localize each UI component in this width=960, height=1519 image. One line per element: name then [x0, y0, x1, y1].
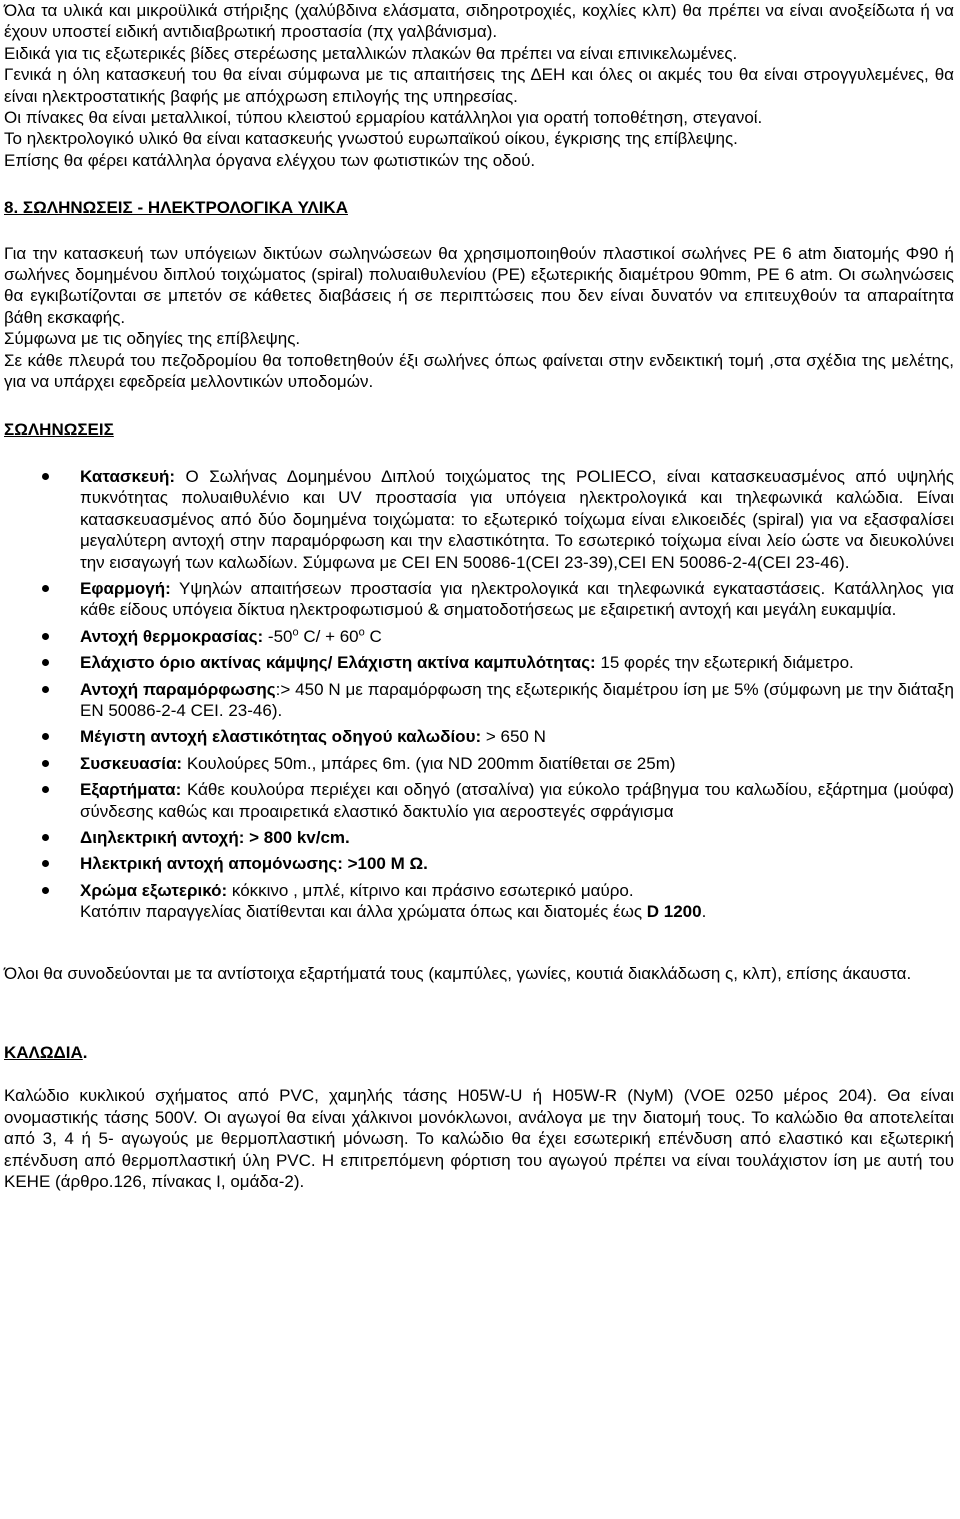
intro-paragraph: Ειδικά για τις εξωτερικές βίδες στερέωσης μεταλλικών πλακών θα πρέπει να είναι επινικελωμένες.: [4, 43, 738, 63]
spec-text: Κάθε κουλούρα περιέχει και οδηγό (ατσαλίνα) για εύκολο τράβηγμα του καλωδίου, εξάρτημα (μούφα) σύνδεσης καθώς και προαιρετικά ελαστικό δακτυλίο για αεροστεγές σφράγισμα: [80, 780, 954, 821]
intro-paragraph: Επίσης θα φέρει κατάλληλα όργανα ελέγχου των φωτιστικών της οδού.: [4, 150, 536, 170]
spec-insulation: [80, 853, 954, 874]
spec-text: Κατόπιν παραγγελίας διατίθενται και άλλα χρώματα όπως και διατομές έως: [80, 902, 647, 922]
spec-deformation: [80, 679, 954, 722]
pipes-spec-list: [4, 466, 954, 923]
spec-text: Κουλούρες 50m., μπάρες 6m. (για ND 200mm διατίθεται σε 25m): [182, 753, 676, 773]
spec-application: [80, 578, 954, 621]
intro-paragraph: Το ηλεκτρολογικό υλικό θα είναι κατασκευής γνωστού ευρωπαϊκού οίκου, έγκρισης της επίβλεψης.: [4, 129, 738, 149]
spec-text: κόκκινο , μπλέ, κίτρινο και πράσινο εσωτερικό μαύρο.: [227, 880, 634, 900]
spec-text: C: [364, 626, 382, 646]
cables-heading: ΚΑΛΩΔΙΑ: [4, 1043, 83, 1063]
intro-paragraph: Γενικά η όλη κατασκευή του θα είναι σύμφωνα με τις απαιτήσεις της ΔΕΗ και όλες οι ακμές του θα είναι στρογγυλεμένες, θα είναι ηλεκτροστατικής βαφής με απόχρωση επιλογής της υπηρεσίας.: [4, 65, 954, 106]
fittings-paragraph: Όλοι θα συνοδεύονται με τα αντίστοιχα εξαρτήματά τους (καμπύλες, γωνίες, κουτιά διακλάδωση ς, κλπ), επίσης άκαυστα.: [4, 963, 912, 983]
spec-label: Αντοχή θερμοκρασίας:: [80, 626, 264, 646]
spec-label: Ελάχιστο όριο ακτίνας κάμψης/ Ελάχιστη ακτίνα καμπυλότητας:: [80, 653, 596, 673]
spec-label: Ηλεκτρική αντοχή απομόνωσης: >100 M Ω.: [80, 854, 428, 874]
spec-text: :> 450 N με παραμόρφωση της εξωτερικής διαμέτρου ίση με 5% (σύμφωνη με την διάταξη EN 50086-2-4 CEI. 23-46).: [80, 679, 954, 720]
cables-heading-dot: .: [82, 1043, 88, 1063]
section-8-paragraph: Σύμφωνα με τις οδηγίες της επίβλεψης.: [4, 329, 301, 349]
intro-paragraph: Όλα τα υλικά και μικροϋλικά στήριξης (χαλύβδινα ελάσματα, σιδηροτροχιές, κοχλίες κλπ) θα πρέπει να είναι ανοξείδωτα ή να έχουν υποστεί ειδική αντιδιαβρωτική προστασία (πχ γαλβάνισμα).: [4, 1, 954, 42]
spec-text: 15 φορές την εξωτερική διάμετρο.: [595, 653, 854, 673]
spec-color: [80, 880, 954, 923]
spec-label: Κατασκευή:: [80, 466, 176, 486]
spec-text: Υψηλών απαιτήσεων προστασία για ηλεκτρολογικά και τηλεφωνικά εγκαταστάσεις. Κατάλληλος για κάθε είδους υπόγεια δίκτυα ηλεκτροφωτισμού & σηματοδοτήσεως με εξαιρετική αντοχή και μεγάλη ευκαμψία.: [80, 578, 954, 620]
spec-text-bold: D 1200: [646, 902, 702, 922]
spec-label: Χρώμα εξωτερικό:: [80, 880, 228, 900]
spec-bend-radius: [80, 652, 954, 673]
spec-pull-strength: [80, 726, 954, 747]
spec-text: > 650 N: [481, 727, 546, 747]
spec-label: Μέγιστη αντοχή ελαστικότητας οδηγού καλωδίου:: [80, 727, 482, 747]
spec-temperature: [80, 626, 954, 647]
spec-text: .: [701, 902, 707, 922]
cables-paragraph: Καλώδιο κυκλικού σχήματος από PVC, χαμηλής τάσης H05W-U ή H05W-R (NyM) (VOE 0250 μέρος 204). Θα είναι ονομαστικής τάσης 500V. Οι αγωγοί θα είναι χάλκινοι μονόκλωνοι, ανάλογα με την διατομή τους. Το καλώδιο θα αποτελείται από 3, 4 ή 5- αγωγούς με θερμοπλαστική μόνωση. Το καλώδιο θα έχει εσωτερική επένδυση από ελαστικό και εξωτερική επένδυση από θερμοπλαστική ύλη PVC. Η επιτρεπόμενη φόρτιση του αγωγού πρέπει να είναι τουλάχιστον ίση με αυτή του ΚΕΗΕ (άρθρο.126, πίνακας Ι, ομάδα-2).: [4, 1086, 954, 1192]
spec-label: Εφαρμογή:: [80, 578, 171, 598]
section-8-paragraph: Για την κατασκευή των υπόγειων δικτύων σωληνώσεων θα χρησιμοποιηθούν πλαστικοί σωλήνες PE 6 atm διατομής Φ90 ή σωλήνες δομημένου διπλού τοιχώματος (spiral) πολυαιθυλενίου (PE) εξωτερικής διαμέτρου 90mm, PE 6 atm. Οι σωληνώσεις θα εγκιβωτίζονται σε μπετόν σε κάθετες διαβάσεις ή σε περιπτώσεις που δεν είναι δυνατόν να επιτευχθούν τα απαραίτητα βάθη εκσκαφής.: [4, 243, 954, 327]
spec-packaging: [80, 753, 954, 774]
intro-block: [4, 0, 954, 171]
spec-text: C/ + 60: [298, 626, 359, 646]
spec-text: -50: [263, 626, 293, 646]
spec-accessories: [80, 779, 954, 822]
cables-heading-line: [4, 1042, 954, 1063]
spec-label: Συσκευασία:: [80, 753, 183, 773]
spec-dielectric: [80, 827, 954, 848]
spec-label: Διηλεκτρική αντοχή: > 800 kv/cm.: [80, 828, 350, 847]
section-8-paragraph: Σε κάθε πλευρά του πεζοδρομίου θα τοποθετηθούν έξι σωλήνες όπως φαίνεται στην ενδεικτική τομή ,στα σχέδια της μελέτης, για να υπάρχει εφεδρεία μελλοντικών υποδομών.: [4, 350, 954, 392]
spec-construction: [80, 466, 954, 573]
degree-superscript: o: [358, 626, 365, 639]
spec-label: Εξαρτήματα:: [80, 780, 182, 800]
spec-label: Αντοχή παραμόρφωσης: [80, 679, 276, 699]
degree-superscript: o: [292, 626, 299, 639]
intro-paragraph: Οι πίνακες θα είναι μεταλλικοί, τύπου κλειστού ερμαρίου κατάλληλοι για ορατή τοποθέτηση, στεγανοί.: [4, 108, 763, 128]
section-8-heading: 8. ΣΩΛΗΝΩΣΕΙΣ - ΗΛΕΚΤΡΟΛΟΓΙΚΑ ΥΛΙΚΑ: [4, 198, 348, 218]
spec-text: Ο Σωλήνας Δομημένου Διπλού τοιχώματος της POLIECO, είναι κατασκευασμένος από υψηλής πυκνότητας πολυαιθυλένιο και UV προστασία για υπόγεια ηλεκτρολογικά και τηλεφωνικά καλώδια. Είναι κατασκευασμένος από δύο δομημένα τοιχώματα: το εξωτερικό τοίχωμα είναι ελικοειδές (spiral) για να εξασφαλίσει μεγαλύτερη αντοχή στην παραμόρφωση και την ελαστικότητα. Το εσωτερικό τοίχωμα είναι λείο ώστε να διευκολύνει την εισαγωγή των καλωδίων. Σύμφωνα με CEI EN 50086-1(CEI 23-39),CEI EN 50086-2-4(CEI 23-46).: [80, 466, 954, 572]
pipes-heading: ΣΩΛΗΝΩΣΕΙΣ: [4, 419, 114, 439]
